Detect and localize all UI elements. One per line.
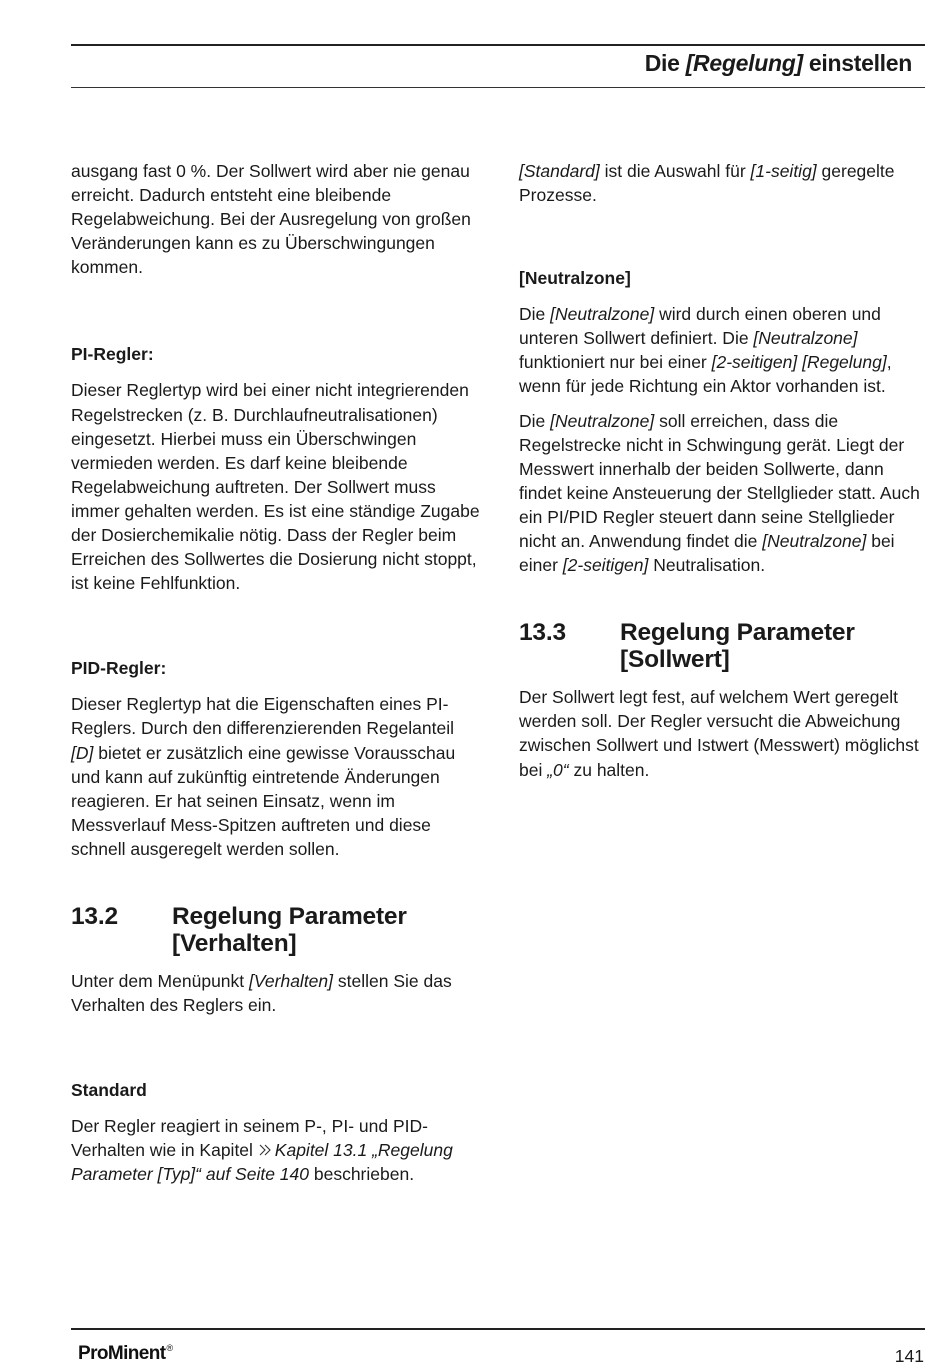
paragraph: [Standard] ist die Auswahl für [1-seitig] geregelte Prozesse. xyxy=(519,161,895,206)
cross-reference-arrow-icon xyxy=(258,1139,272,1153)
subheading-pi-regler: PI-Regler: xyxy=(71,344,154,365)
footer-rule xyxy=(71,1328,925,1330)
paragraph: ausgang fast 0 %. Der Sollwert wird aber nie genau erreicht. Dadurch entsteht eine bleibende Regelabweichung. Bei der Ausregelung von großen Veränderungen kann es zu Überschwingungen kommen. xyxy=(71,161,471,278)
paragraph: Dieser Reglertyp wird bei einer nicht integrierenden Regelstrecken (z. B. Durchlaufneutralisationen) eingesetzt. Hierbei muss ein Überschwingen vermieden werden. Es darf keine bleibende Regelabweichung auftreten. Der Sollwert muss immer gehalten werden. Es ist eine ständige Zugabe der Dosierchemikalie nötig. Dass der Regler beim Erreichen des Sollwertes die Dosierung nicht stoppt, ist keine Fehlfunktion. xyxy=(71,380,480,594)
right-column xyxy=(519,159,924,782)
left-column xyxy=(71,159,481,1186)
header-bottom-rule xyxy=(71,87,925,88)
subheading-standard: Standard xyxy=(71,1080,147,1101)
page-number: 141 xyxy=(894,1346,924,1366)
section-heading-13-2: 13.2 Regelung Parameter [Verhalten] xyxy=(71,902,407,957)
subheading-pid-regler: PID-Regler: xyxy=(71,658,167,679)
paragraph: Der Sollwert legt fest, auf welchem Wert geregelt werden soll. Der Regler versucht die Abweichung zwischen Sollwert und Istwert (Messwert) möglichst bei „0“ zu halten. xyxy=(519,687,919,780)
page-header-title: Die [Regelung] einstellen xyxy=(644,50,912,76)
prominent-logo: ProMinent® xyxy=(78,1343,173,1364)
paragraph: Dieser Reglertyp hat die Eigenschaften eines PI-Reglers. Durch den differenzierenden Regelanteil [D] bietet er zusätzlich eine gewisse Vorausschau und kann auf zukünftig eintretende Änderungen reagieren. Er hat seinen Einsatz, wenn im Messverlauf Mess-Spitzen auftreten und diese schnell ausgeregelt werden sollen. xyxy=(71,694,456,859)
header-top-rule xyxy=(71,44,925,46)
subheading-neutralzone: [Neutralzone] xyxy=(519,268,631,289)
paragraph: Die [Neutralzone] soll erreichen, dass die Regelstrecke nicht in Schwingung gerät. Liegt der Messwert innerhalb der beiden Sollwerte, dann findet keine Ansteuerung der Stellglieder statt. Auch ein PI/PID Regler steuert dann seine Stellglieder nicht an. Anwendung findet die [Neutralzone] bei einer [2-seitigen] Neutralisation. xyxy=(519,410,920,576)
paragraph: Die [Neutralzone] wird durch einen oberen und unteren Sollwert definiert. Die [Neutralzone] funktioniert nur bei einer [2-seitigen] [Regelung], wenn für jede Richtung ein Aktor vorhanden ist. xyxy=(519,304,892,397)
paragraph: Unter dem Menüpunkt [Verhalten] stellen Sie das Verhalten des Reglers ein. xyxy=(71,970,452,1016)
cross-reference-link[interactable]: Kapitel 13.1 „Regelung Parameter [Typ]“ auf Seite 140 xyxy=(71,1140,453,1185)
section-heading-13-3: 13.3 Regelung Parameter [Sollwert] xyxy=(519,619,855,674)
paragraph: Der Regler reagiert in seinem P-, PI- und PID-Verhalten wie in Kapitel Kapitel 13.1 „Regelung Parameter [Typ]“ auf Seite 140 beschrieben. xyxy=(71,1116,453,1185)
